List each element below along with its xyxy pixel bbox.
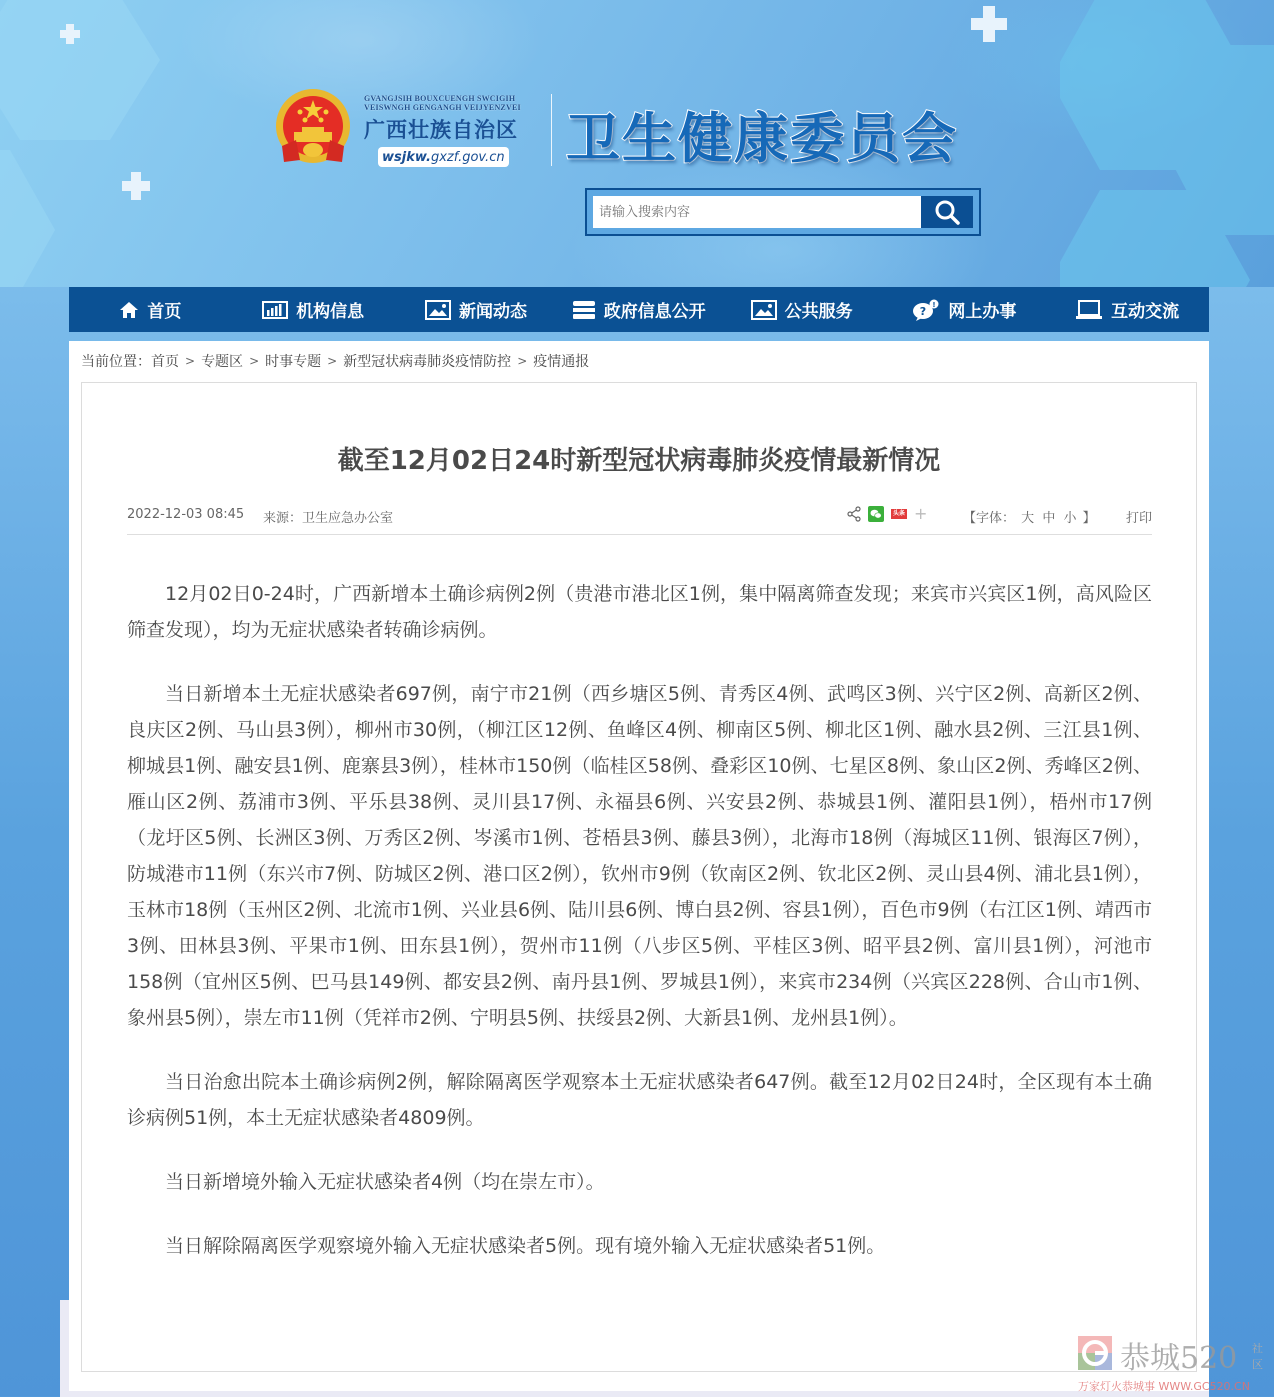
nav-label: 网上办事 xyxy=(948,302,1017,322)
picture-icon xyxy=(425,300,451,320)
nav-label: 互动交流 xyxy=(1111,302,1180,322)
plus-decoration-icon xyxy=(60,24,80,44)
site-domain xyxy=(378,147,509,167)
toutiao-icon[interactable]: 头条 xyxy=(892,510,905,517)
breadcrumb-separator: > xyxy=(517,354,528,368)
page-container xyxy=(69,341,1209,1391)
paragraph: 12月02日0-24时，广西新增本土确诊病例2例（贵港市港北区1例，集中隔离筛查发现；来宾市兴宾区1例，高风险区筛查发现），均为无症状感染者转确诊病例。 xyxy=(127,583,1152,641)
nav-item-home[interactable] xyxy=(69,287,232,332)
breadcrumb-separator: > xyxy=(185,354,196,368)
page-frame xyxy=(60,1300,69,1397)
nav-label: 政府信息公开 xyxy=(603,302,706,322)
breadcrumb-separator: > xyxy=(249,354,260,368)
header-divider xyxy=(551,94,552,166)
search-box xyxy=(585,188,981,236)
font-size-medium[interactable]: 中 xyxy=(1042,511,1056,526)
page-frame xyxy=(69,1391,1209,1397)
domain-prefix: wsjkw. xyxy=(382,149,431,165)
picture-icon xyxy=(751,300,777,320)
nav-label: 机构信息 xyxy=(296,302,365,322)
cabinet-icon xyxy=(572,300,596,320)
article-source: 来源：卫生应急办公室 xyxy=(263,511,394,526)
nav-item-interaction[interactable] xyxy=(1046,287,1209,332)
nav-item-online-service[interactable] xyxy=(883,287,1046,332)
article-meta xyxy=(127,504,1152,535)
publish-date: 2022-12-03 08:45 xyxy=(127,507,245,522)
main-nav xyxy=(69,287,1209,332)
search-icon xyxy=(934,199,960,225)
search-button[interactable] xyxy=(921,196,973,228)
watermark-brand: 恭城520 xyxy=(1120,1341,1238,1376)
font-size-small[interactable]: 小 xyxy=(1063,511,1077,526)
plus-icon[interactable]: + xyxy=(914,504,928,523)
breadcrumb-item-topics[interactable]: 专题区 xyxy=(201,354,244,370)
national-emblem-icon xyxy=(274,88,352,170)
watermark-tagline: 万家灯火恭城事 WWW.GC520.CN xyxy=(1078,1380,1250,1393)
watermark-logo-icon xyxy=(1074,1330,1274,1397)
paragraph: 当日新增本土无症状感染者697例，南宁市21例（西乡塘区5例、青秀区4例、武鸣区3例、兴宁区2例、高新区2例、良庆区2例、马山县3例），柳州市30例，（柳江区12例、鱼峰区4例、柳南区5例、柳北区1例、融水县2例、三江县1例、柳城县1例、融安县1例、鹿寨县3例），桂林市150例（临桂区58例、叠彩区10例、七星区8例、象山区2例、秀峰区2例、雁山区2例、荔浦市3例、平乐县38例、灵川县17例、永福县6例、兴安县2例、恭城县1例、灌阳县1例），梧州市17例（龙圩区5例、长洲区3例、万秀区2例、岑溪市1例、苍梧县3例、藤县3例），北海市18例（海城区11例、银海区7例），防城港市11例（东兴市7例、防城区2例、港口区2例），钦州市9例（钦南区2例、钦北区2例、灵山县4例、浦北县1例），玉林市18例（玉州区2例、北流市1例、兴业县6例、陆川县6例、博白县2例、容县1例），百色市9例（右江区1例、靖西市3例、田林县3例、平果市1例、田东县1例），贺州市11例（八步区5例、平桂区3例、昭平县2例、富川县1例），河池市158例（宜州区5例、巴马县149例、都安县2例、南丹县1例、罗城县1例），来宾市234例（兴宾区228例、合山市1例、象州县5例），崇左市11例（凭祥市2例、宁明县5例、扶绥县2例、大新县1例、龙州县1例）。 xyxy=(127,683,1152,1029)
svg-text:!: ! xyxy=(932,300,936,309)
laptop-icon xyxy=(1075,300,1103,320)
font-size-prefix: 【字体： xyxy=(963,511,1016,526)
nav-item-gov-info[interactable] xyxy=(557,287,720,332)
nav-label: 公共服务 xyxy=(784,302,853,322)
breadcrumb-item-home[interactable]: 首页 xyxy=(151,354,179,370)
nav-label: 新闻动态 xyxy=(458,302,527,322)
org-title: 卫生健康委员会 xyxy=(566,106,958,170)
domain-suffix: gxzf.gov.cn xyxy=(430,149,505,165)
bar-chart-icon xyxy=(262,301,288,319)
breadcrumb-prefix: 当前位置： xyxy=(81,354,151,370)
share-bar xyxy=(847,506,927,522)
article-title: 截至12月02日24时新型冠状病毒肺炎疫情最新情况 xyxy=(337,446,941,476)
breadcrumb xyxy=(81,351,589,371)
hexagon-decoration-icon xyxy=(0,0,200,287)
article-body xyxy=(127,576,1152,1292)
hexagon-decoration-icon xyxy=(1060,0,1274,287)
zhuang-name-line2: VEISWNGH GENGANGH VEIJYENZVEI xyxy=(364,103,521,112)
header-banner xyxy=(0,0,1274,287)
paragraph: 当日解除隔离医学观察境外输入无症状感染者5例。现有境外输入无症状感染者51例。 xyxy=(165,1235,886,1257)
nav-item-news[interactable] xyxy=(395,287,558,332)
print-button[interactable]: 打印 xyxy=(1125,511,1152,526)
search-input[interactable] xyxy=(593,196,921,228)
nav-item-organization[interactable] xyxy=(232,287,395,332)
svg-text:?: ? xyxy=(920,304,927,318)
paragraph: 当日治愈出院本土确诊病例2例，解除隔离医学观察本土无症状感染者647例。截至12月02日24时，全区现有本土确诊病例51例，本土无症状感染者4809例。 xyxy=(127,1071,1152,1129)
breadcrumb-item-bulletin[interactable]: 疫情通报 xyxy=(533,354,590,370)
zhuang-name-line1: GVANGJSIH BOUXCUENGH SWCIGIH xyxy=(364,94,516,103)
breadcrumb-item-covid-control[interactable]: 新型冠状病毒肺炎疫情防控 xyxy=(343,354,512,370)
watermark xyxy=(1074,1330,1274,1397)
plus-decoration-icon xyxy=(971,6,1007,42)
breadcrumb-item-current-affairs[interactable]: 时事专题 xyxy=(265,354,322,370)
paragraph: 当日新增境外输入无症状感染者4例（均在崇左市）。 xyxy=(165,1171,605,1193)
font-size-suffix: 】 xyxy=(1082,511,1096,526)
nav-item-public-service[interactable] xyxy=(720,287,883,332)
svg-text:区: 区 xyxy=(1252,1358,1263,1371)
region-name: 广西壮族自治区 xyxy=(364,117,518,142)
plus-decoration-icon xyxy=(122,172,150,200)
nav-label: 首页 xyxy=(147,302,182,322)
chat-question-icon xyxy=(912,299,940,321)
font-size-selector xyxy=(963,507,1096,526)
font-size-large[interactable]: 大 xyxy=(1021,511,1035,526)
share-icon[interactable] xyxy=(847,506,861,522)
site-identity xyxy=(364,94,544,167)
svg-text:社: 社 xyxy=(1252,1342,1263,1355)
article xyxy=(81,382,1197,1372)
home-icon xyxy=(119,301,139,319)
breadcrumb-separator: > xyxy=(327,354,338,368)
wechat-icon[interactable] xyxy=(868,506,884,522)
